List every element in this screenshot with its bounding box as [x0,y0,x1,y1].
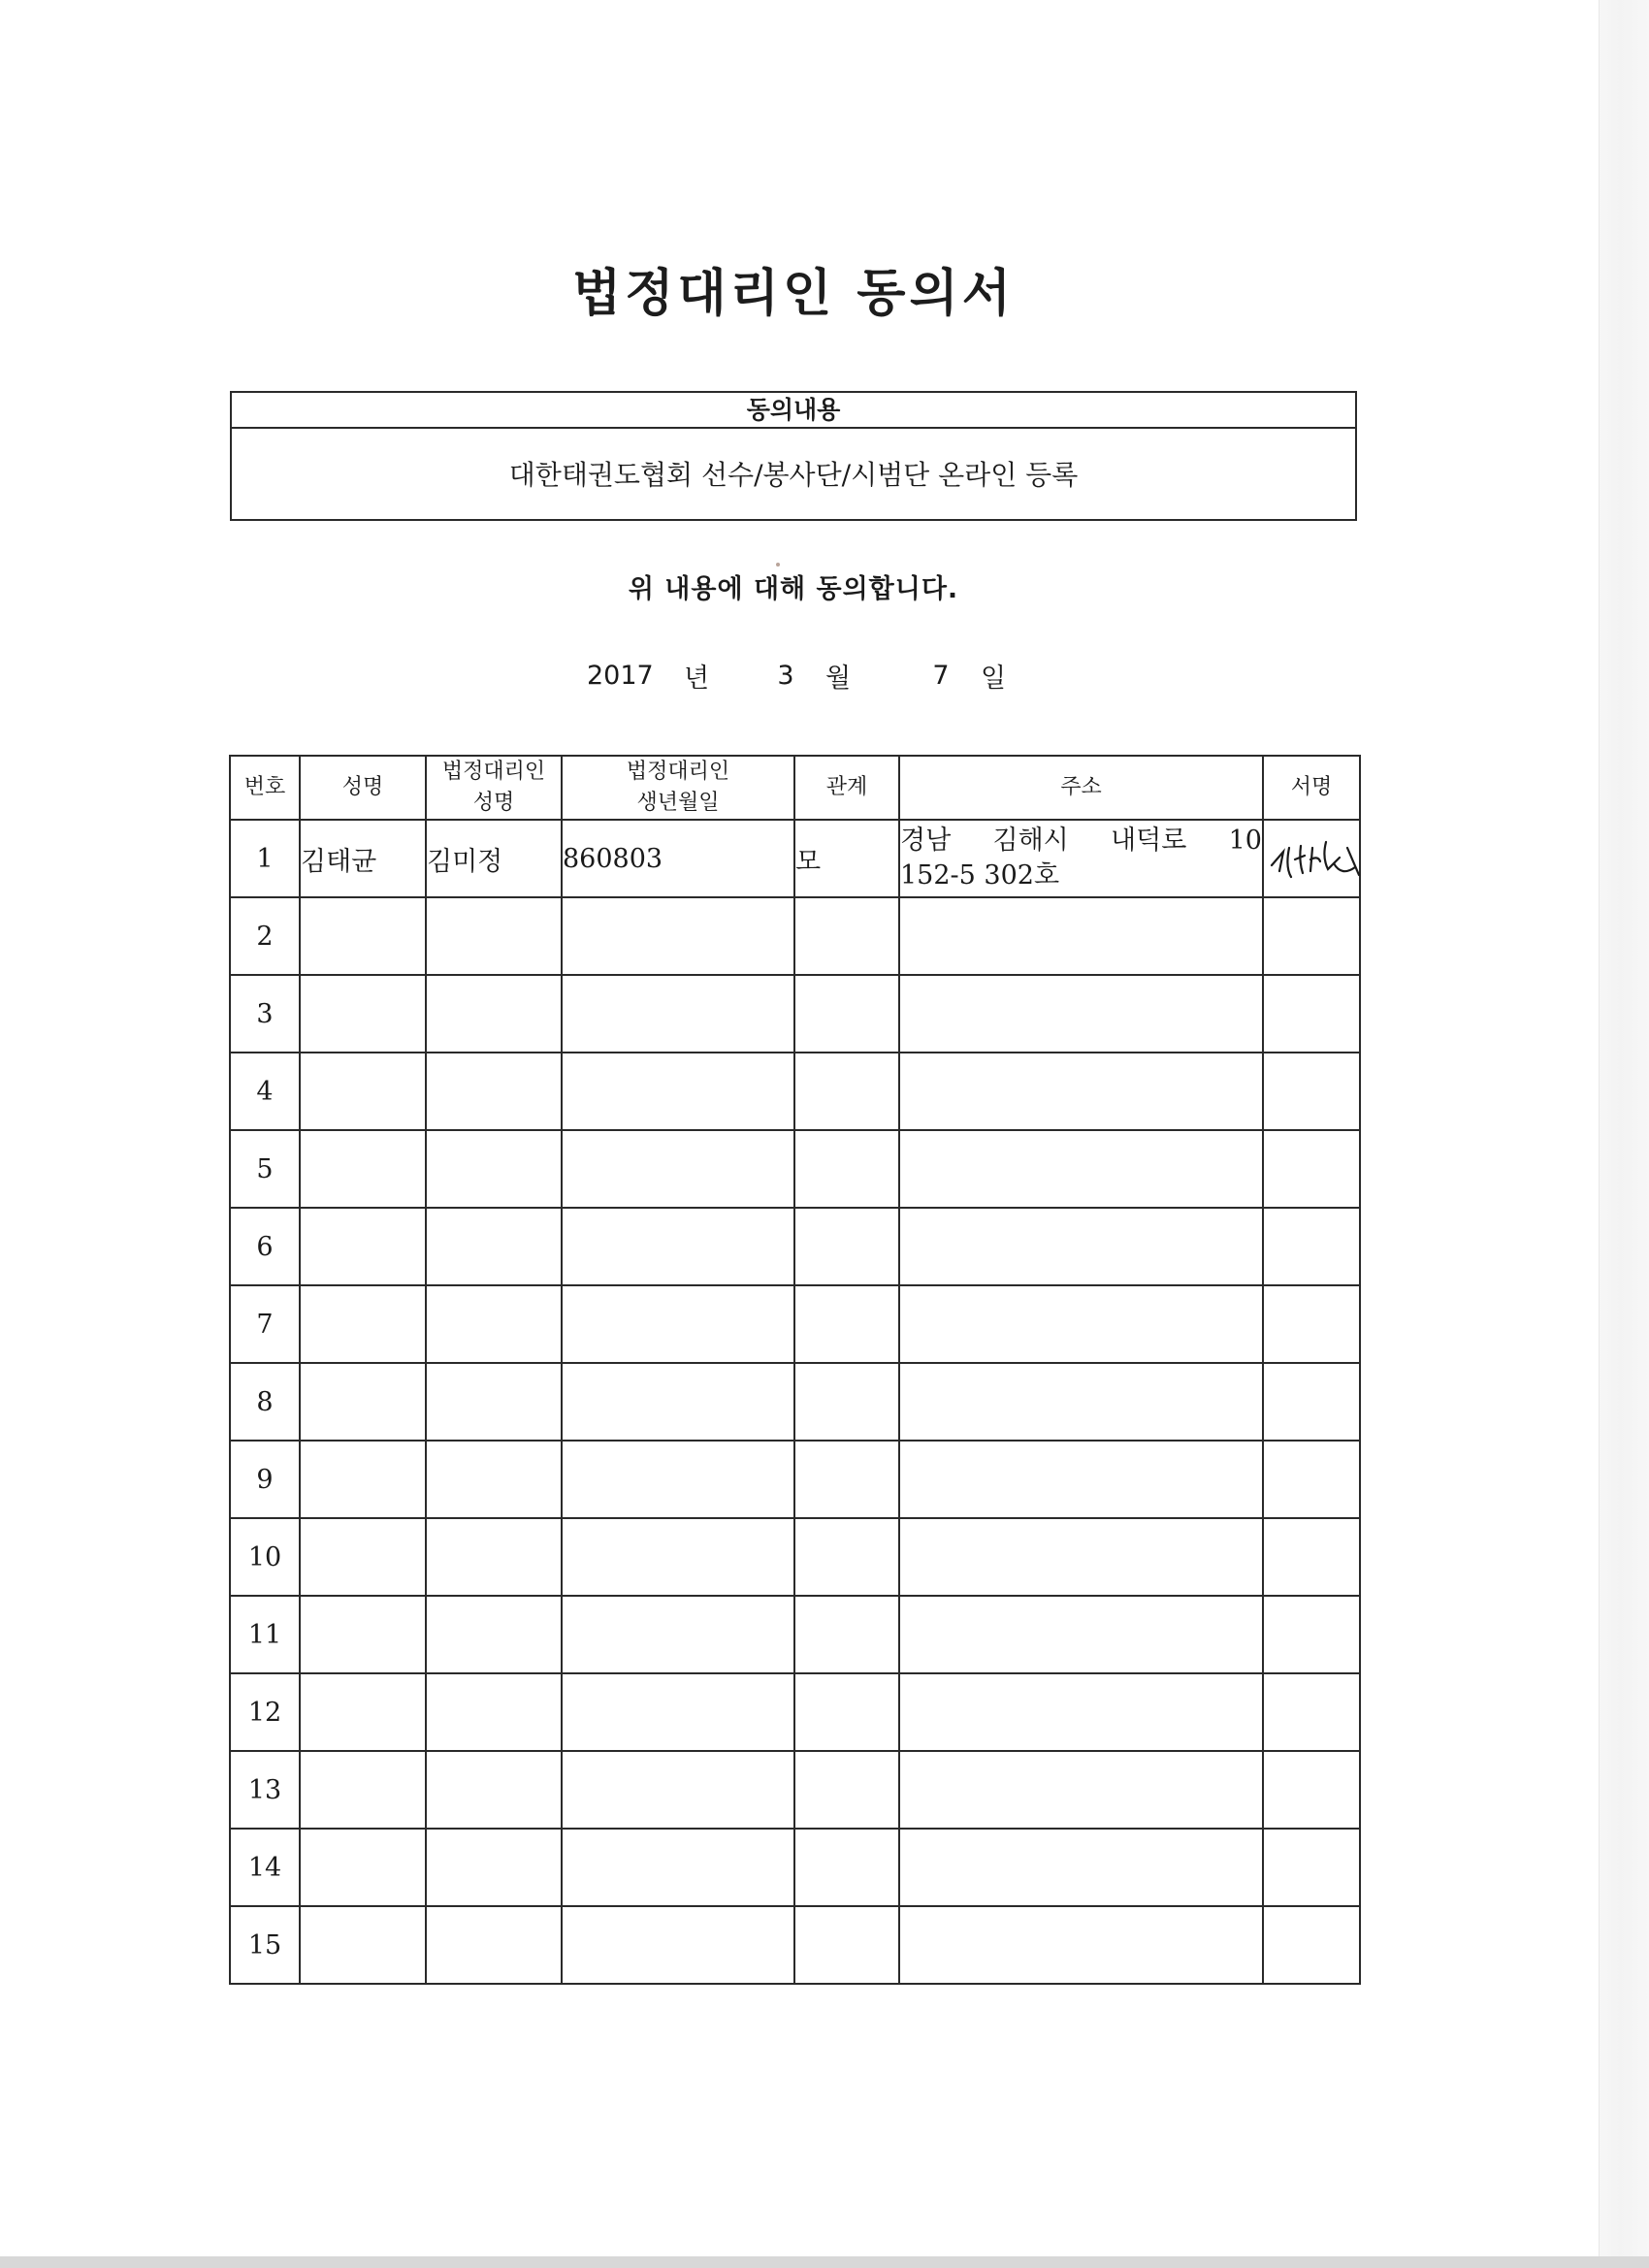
cell-name: 김태균 [300,820,426,897]
cell-relation [794,1596,899,1673]
table-row [230,1751,1360,1829]
consent-box-content: 대한태권도협회 선수/봉사단/시범단 온라인 등록 [508,459,1079,491]
table-row [230,897,1360,975]
cell-no: 5 [230,1130,300,1208]
table-header-row [230,756,1360,820]
date-month-unit: 월 [825,663,852,694]
cell-guardian-name [426,1751,562,1829]
cell-signature [1263,820,1360,897]
cell-guardian-birth [562,1285,794,1363]
cell-no: 14 [230,1829,300,1906]
table-row [230,1208,1360,1285]
cell-name [300,1208,426,1285]
cell-no: 3 [230,975,300,1053]
cell-name [300,1673,426,1751]
cell-no: 15 [230,1906,300,1984]
cell-signature [1263,1518,1360,1596]
cell-no: 11 [230,1596,300,1673]
cell-guardian-birth [562,897,794,975]
cell-signature [1263,1208,1360,1285]
header-signature: 서명 [1263,756,1360,820]
cell-guardian-birth: 860803 [562,820,794,897]
date-day: 7 [932,660,950,691]
consent-box-header: 동의내용 [232,393,1355,429]
table-row [230,820,1360,897]
cell-relation [794,1130,899,1208]
cell-guardian-birth [562,975,794,1053]
cell-name [300,1596,426,1673]
cell-relation [794,1053,899,1130]
cell-address [899,1363,1263,1441]
consent-date [587,656,1006,695]
cell-signature [1263,1441,1360,1518]
cell-no: 4 [230,1053,300,1130]
address-part: 김해시 [992,825,1069,856]
cell-address [899,1441,1263,1518]
cell-guardian-birth [562,1053,794,1130]
cell-guardian-name [426,1363,562,1441]
cell-signature [1263,1673,1360,1751]
cell-guardian-birth [562,1441,794,1518]
table-row [230,975,1360,1053]
table-row [230,1673,1360,1751]
table-row [230,1441,1360,1518]
table-row [230,1906,1360,1984]
cell-address [899,1829,1263,1906]
address-line2: 152-5 302호 [900,860,1060,891]
cell-relation: 모 [794,820,899,897]
address-line1 [900,824,1262,859]
header-guardian-birth-line2: 생년월일 [636,791,720,815]
cell-guardian-name [426,1130,562,1208]
cell-address [899,1208,1263,1285]
cell-address [899,1906,1263,1984]
cell-guardian-name [426,1208,562,1285]
scanned-page-edge [1599,0,1649,2268]
table-row [230,1130,1360,1208]
cell-address [899,897,1263,975]
cell-no: 9 [230,1441,300,1518]
cell-address [899,1751,1263,1829]
cell-guardian-birth [562,1906,794,1984]
table-row [230,1596,1360,1673]
cell-name [300,1441,426,1518]
header-no: 번호 [230,756,300,820]
table-row [230,1053,1360,1130]
cell-address [899,1053,1263,1130]
cell-no: 2 [230,897,300,975]
cell-guardian-name [426,1596,562,1673]
cell-name [300,1906,426,1984]
cell-address [899,1673,1263,1751]
agreement-statement: 위 내용에 대해 동의합니다. [628,574,959,604]
cell-guardian-birth [562,1751,794,1829]
cell-relation [794,897,899,975]
header-relation: 관계 [794,756,899,820]
header-guardian-name-line2: 성명 [472,791,515,815]
cell-no: 7 [230,1285,300,1363]
cell-signature [1263,1363,1360,1441]
cell-guardian-birth [562,1130,794,1208]
cell-guardian-name [426,897,562,975]
date-month: 3 [777,660,794,691]
cell-guardian-name [426,975,562,1053]
cell-no: 6 [230,1208,300,1285]
header-address: 주소 [899,756,1263,820]
cell-guardian-birth [562,1596,794,1673]
consent-box [230,391,1357,521]
cell-name [300,1829,426,1906]
cell-address [899,820,1263,897]
cell-relation [794,1518,899,1596]
cell-guardian-name: 김미정 [426,820,562,897]
handwritten-signature [1266,828,1373,887]
address-part: 경남 [900,825,952,856]
cell-guardian-name [426,1518,562,1596]
cell-relation [794,1441,899,1518]
cell-address [899,975,1263,1053]
cell-relation [794,1363,899,1441]
cell-signature [1263,1829,1360,1906]
cell-address [899,1285,1263,1363]
cell-guardian-birth [562,1829,794,1906]
cell-name [300,1130,426,1208]
cell-no: 10 [230,1518,300,1596]
cell-relation [794,1673,899,1751]
cell-signature [1263,975,1360,1053]
cell-name [300,1053,426,1130]
header-guardian-birth-line1: 법정대리인 [626,760,730,785]
header-name: 성명 [300,756,426,820]
cell-relation [794,1285,899,1363]
cell-address [899,1130,1263,1208]
cell-signature [1263,1285,1360,1363]
table-row [230,1829,1360,1906]
date-year: 2017 [587,660,654,691]
cell-guardian-birth [562,1363,794,1441]
header-guardian-name-line1: 법정대리인 [441,760,546,785]
cell-guardian-birth [562,1208,794,1285]
cell-guardian-birth [562,1673,794,1751]
cell-name [300,897,426,975]
table-row [230,1285,1360,1363]
header-guardian-name [426,756,562,820]
cell-guardian-name [426,1441,562,1518]
cell-guardian-birth [562,1518,794,1596]
cell-signature [1263,1596,1360,1673]
cell-signature [1263,1053,1360,1130]
table-body [230,820,1360,1984]
cell-relation [794,1829,899,1906]
guardian-roster-table [229,755,1361,1985]
scanned-bottom-edge [0,2256,1649,2268]
date-day-unit: 일 [981,663,1007,694]
cell-signature [1263,1751,1360,1829]
cell-name [300,1518,426,1596]
cell-guardian-name [426,1673,562,1751]
date-year-unit: 년 [684,663,710,694]
cell-relation [794,975,899,1053]
cell-name [300,1285,426,1363]
table-row [230,1363,1360,1441]
cell-no: 13 [230,1751,300,1829]
cell-guardian-name [426,1053,562,1130]
cell-no: 1 [230,820,300,897]
cell-relation [794,1906,899,1984]
cell-guardian-name [426,1906,562,1984]
cell-relation [794,1208,899,1285]
cell-name [300,1751,426,1829]
cell-signature [1263,1906,1360,1984]
cell-address [899,1596,1263,1673]
cell-address [899,1518,1263,1596]
table-row [230,1518,1360,1596]
address-part: 내덕로 [1111,825,1187,856]
scan-speck [776,563,780,567]
cell-guardian-name [426,1285,562,1363]
header-guardian-birth [562,756,794,820]
cell-signature [1263,897,1360,975]
cell-name [300,975,426,1053]
cell-relation [794,1751,899,1829]
cell-no: 8 [230,1363,300,1441]
cell-name [300,1363,426,1441]
document-title: 법정대리인 동의서 [572,265,1015,323]
cell-signature [1263,1130,1360,1208]
address-part: 10 [1228,825,1262,856]
cell-no: 12 [230,1673,300,1751]
cell-guardian-name [426,1829,562,1906]
